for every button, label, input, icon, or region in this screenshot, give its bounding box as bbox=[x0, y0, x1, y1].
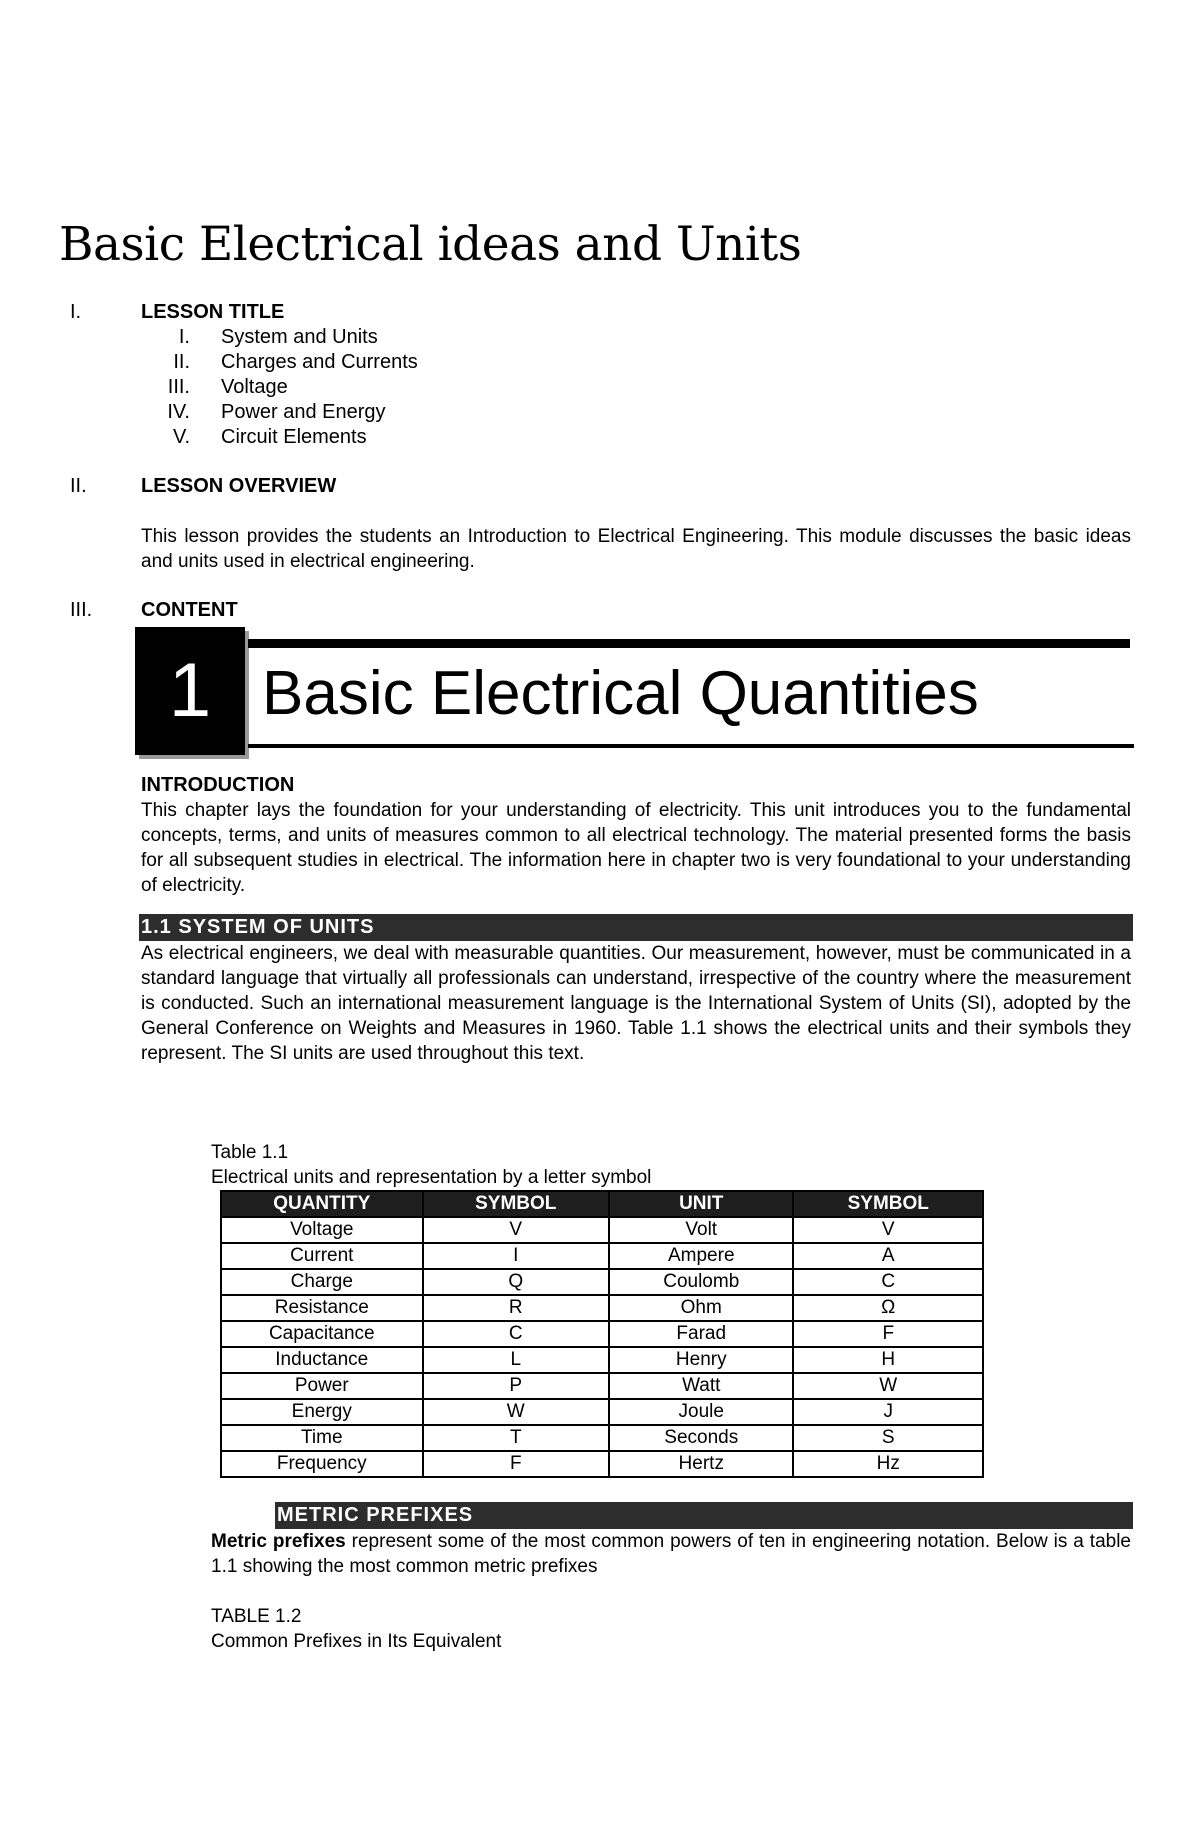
table-cell: F bbox=[793, 1321, 983, 1347]
table-cell: Voltage bbox=[221, 1217, 423, 1243]
table-row bbox=[221, 1269, 983, 1295]
list-item-label: Charges and Currents bbox=[221, 351, 418, 373]
metric-prefixes-paragraph bbox=[211, 1529, 1131, 1579]
table-label: TABLE 1.2 bbox=[211, 1606, 302, 1627]
table-caption: Common Prefixes in Its Equivalent bbox=[211, 1631, 502, 1652]
table-cell: Hz bbox=[793, 1451, 983, 1477]
list-item-label: Voltage bbox=[221, 376, 288, 398]
system-of-units-heading: 1.1 SYSTEM OF UNITS bbox=[139, 914, 1133, 941]
table-row bbox=[221, 1399, 983, 1425]
table-cell: V bbox=[793, 1217, 983, 1243]
document-title: Basic Electrical ideas and Units bbox=[59, 217, 802, 272]
metric-prefixes-term: Metric prefixes bbox=[211, 1531, 346, 1552]
list-item-number: V. bbox=[172, 426, 190, 448]
table-cell: Capacitance bbox=[221, 1321, 423, 1347]
header-cell: SYMBOL bbox=[423, 1191, 609, 1217]
table-cell: I bbox=[423, 1243, 609, 1269]
table-cell: Coulomb bbox=[609, 1269, 793, 1295]
table-cell: C bbox=[793, 1269, 983, 1295]
metric-prefixes-heading: METRIC PREFIXES bbox=[275, 1502, 1133, 1529]
table-row bbox=[221, 1217, 983, 1243]
table-cell: Ω bbox=[793, 1295, 983, 1321]
section-number: I. bbox=[70, 301, 82, 323]
table-cell: J bbox=[793, 1399, 983, 1425]
table-cell: R bbox=[423, 1295, 609, 1321]
table-cell: Frequency bbox=[221, 1451, 423, 1477]
table-row bbox=[221, 1425, 983, 1451]
table-cell: Ohm bbox=[609, 1295, 793, 1321]
table-cell: T bbox=[423, 1425, 609, 1451]
list-item-number: IV. bbox=[167, 401, 190, 423]
list-item-label: System and Units bbox=[221, 326, 378, 348]
table-cell: W bbox=[423, 1399, 609, 1425]
table-cell: F bbox=[423, 1451, 609, 1477]
list-item-label: Circuit Elements bbox=[221, 426, 367, 448]
table-header-row bbox=[221, 1191, 983, 1217]
section-heading-content: CONTENT bbox=[141, 599, 238, 621]
table-cell: S bbox=[793, 1425, 983, 1451]
table-cell: Seconds bbox=[609, 1425, 793, 1451]
table-cell: H bbox=[793, 1347, 983, 1373]
table-cell: Watt bbox=[609, 1373, 793, 1399]
chapter-rule-bottom bbox=[248, 744, 1134, 748]
table-cell: Joule bbox=[609, 1399, 793, 1425]
section-heading-lesson-overview: LESSON OVERVIEW bbox=[141, 475, 337, 497]
table-caption: Electrical units and representation by a letter symbol bbox=[211, 1167, 652, 1188]
table-cell: P bbox=[423, 1373, 609, 1399]
table-cell: Charge bbox=[221, 1269, 423, 1295]
header-cell: UNIT bbox=[609, 1191, 793, 1217]
table-cell: Hertz bbox=[609, 1451, 793, 1477]
table-row bbox=[221, 1321, 983, 1347]
table-cell: Inductance bbox=[221, 1347, 423, 1373]
table-cell: V bbox=[423, 1217, 609, 1243]
units-table bbox=[220, 1190, 984, 1478]
table-cell: Time bbox=[221, 1425, 423, 1451]
chapter-number: 1 bbox=[168, 648, 212, 733]
table-cell: Current bbox=[221, 1243, 423, 1269]
table-row bbox=[221, 1451, 983, 1477]
table-cell: Farad bbox=[609, 1321, 793, 1347]
table-cell: L bbox=[423, 1347, 609, 1373]
table-cell: Q bbox=[423, 1269, 609, 1295]
table-cell: C bbox=[423, 1321, 609, 1347]
table-cell: Henry bbox=[609, 1347, 793, 1373]
table-cell: Resistance bbox=[221, 1295, 423, 1321]
list-item-number: III. bbox=[167, 376, 190, 398]
section-number: III. bbox=[70, 599, 93, 621]
table-row bbox=[221, 1243, 983, 1269]
table-cell: Volt bbox=[609, 1217, 793, 1243]
list-item-number: I. bbox=[178, 326, 190, 348]
table-cell: Energy bbox=[221, 1399, 423, 1425]
header-cell: QUANTITY bbox=[221, 1191, 423, 1217]
table-cell: W bbox=[793, 1373, 983, 1399]
table-label: Table 1.1 bbox=[211, 1142, 289, 1163]
table-row bbox=[221, 1347, 983, 1373]
header-cell: SYMBOL bbox=[793, 1191, 983, 1217]
system-of-units-paragraph: As electrical engineers, we deal with measurable quantities. Our measurement, however, must be communicated in a standard language that virtually all professionals can understand, irrespective of the country where the measurement is conducted. Such an international measurement language is the International System of Units (SI), adopted by the General Conference on Weights and Measures in 1960. Table 1.1 shows the electrical units and their symbols they represent. The SI units are used throughout this text. bbox=[141, 943, 1131, 1064]
table-cell: Ampere bbox=[609, 1243, 793, 1269]
introduction-paragraph: This chapter lays the foundation for your understanding of electricity. This unit introduces you to the fundamental concepts, terms, and units of measures common to all electrical technology. The material presented forms the basis for all subsequent studies in electrical. The information here in chapter two is very foundational to your understanding of electricity. bbox=[141, 800, 1131, 896]
section-heading-lesson-title: LESSON TITLE bbox=[141, 301, 285, 323]
table-cell: Power bbox=[221, 1373, 423, 1399]
list-item-label: Power and Energy bbox=[221, 401, 386, 423]
overview-paragraph: This lesson provides the students an Introduction to Electrical Engineering. This module discusses the basic ideas and units used in electrical engineering. bbox=[141, 526, 1131, 572]
chapter-title: Basic Electrical Quantities bbox=[262, 659, 979, 728]
list-item-number: II. bbox=[173, 351, 190, 373]
table-row bbox=[221, 1373, 983, 1399]
table-cell: A bbox=[793, 1243, 983, 1269]
chapter-number-box bbox=[135, 627, 245, 755]
section-number: II. bbox=[70, 475, 87, 497]
chapter-rule-top bbox=[248, 639, 1130, 648]
introduction-heading: INTRODUCTION bbox=[141, 774, 295, 796]
metric-prefixes-text: represent some of the most common powers of ten in engineering notation. Below is a table 1.1 showing the most common metric prefixes bbox=[211, 1531, 1131, 1577]
table-row bbox=[221, 1295, 983, 1321]
